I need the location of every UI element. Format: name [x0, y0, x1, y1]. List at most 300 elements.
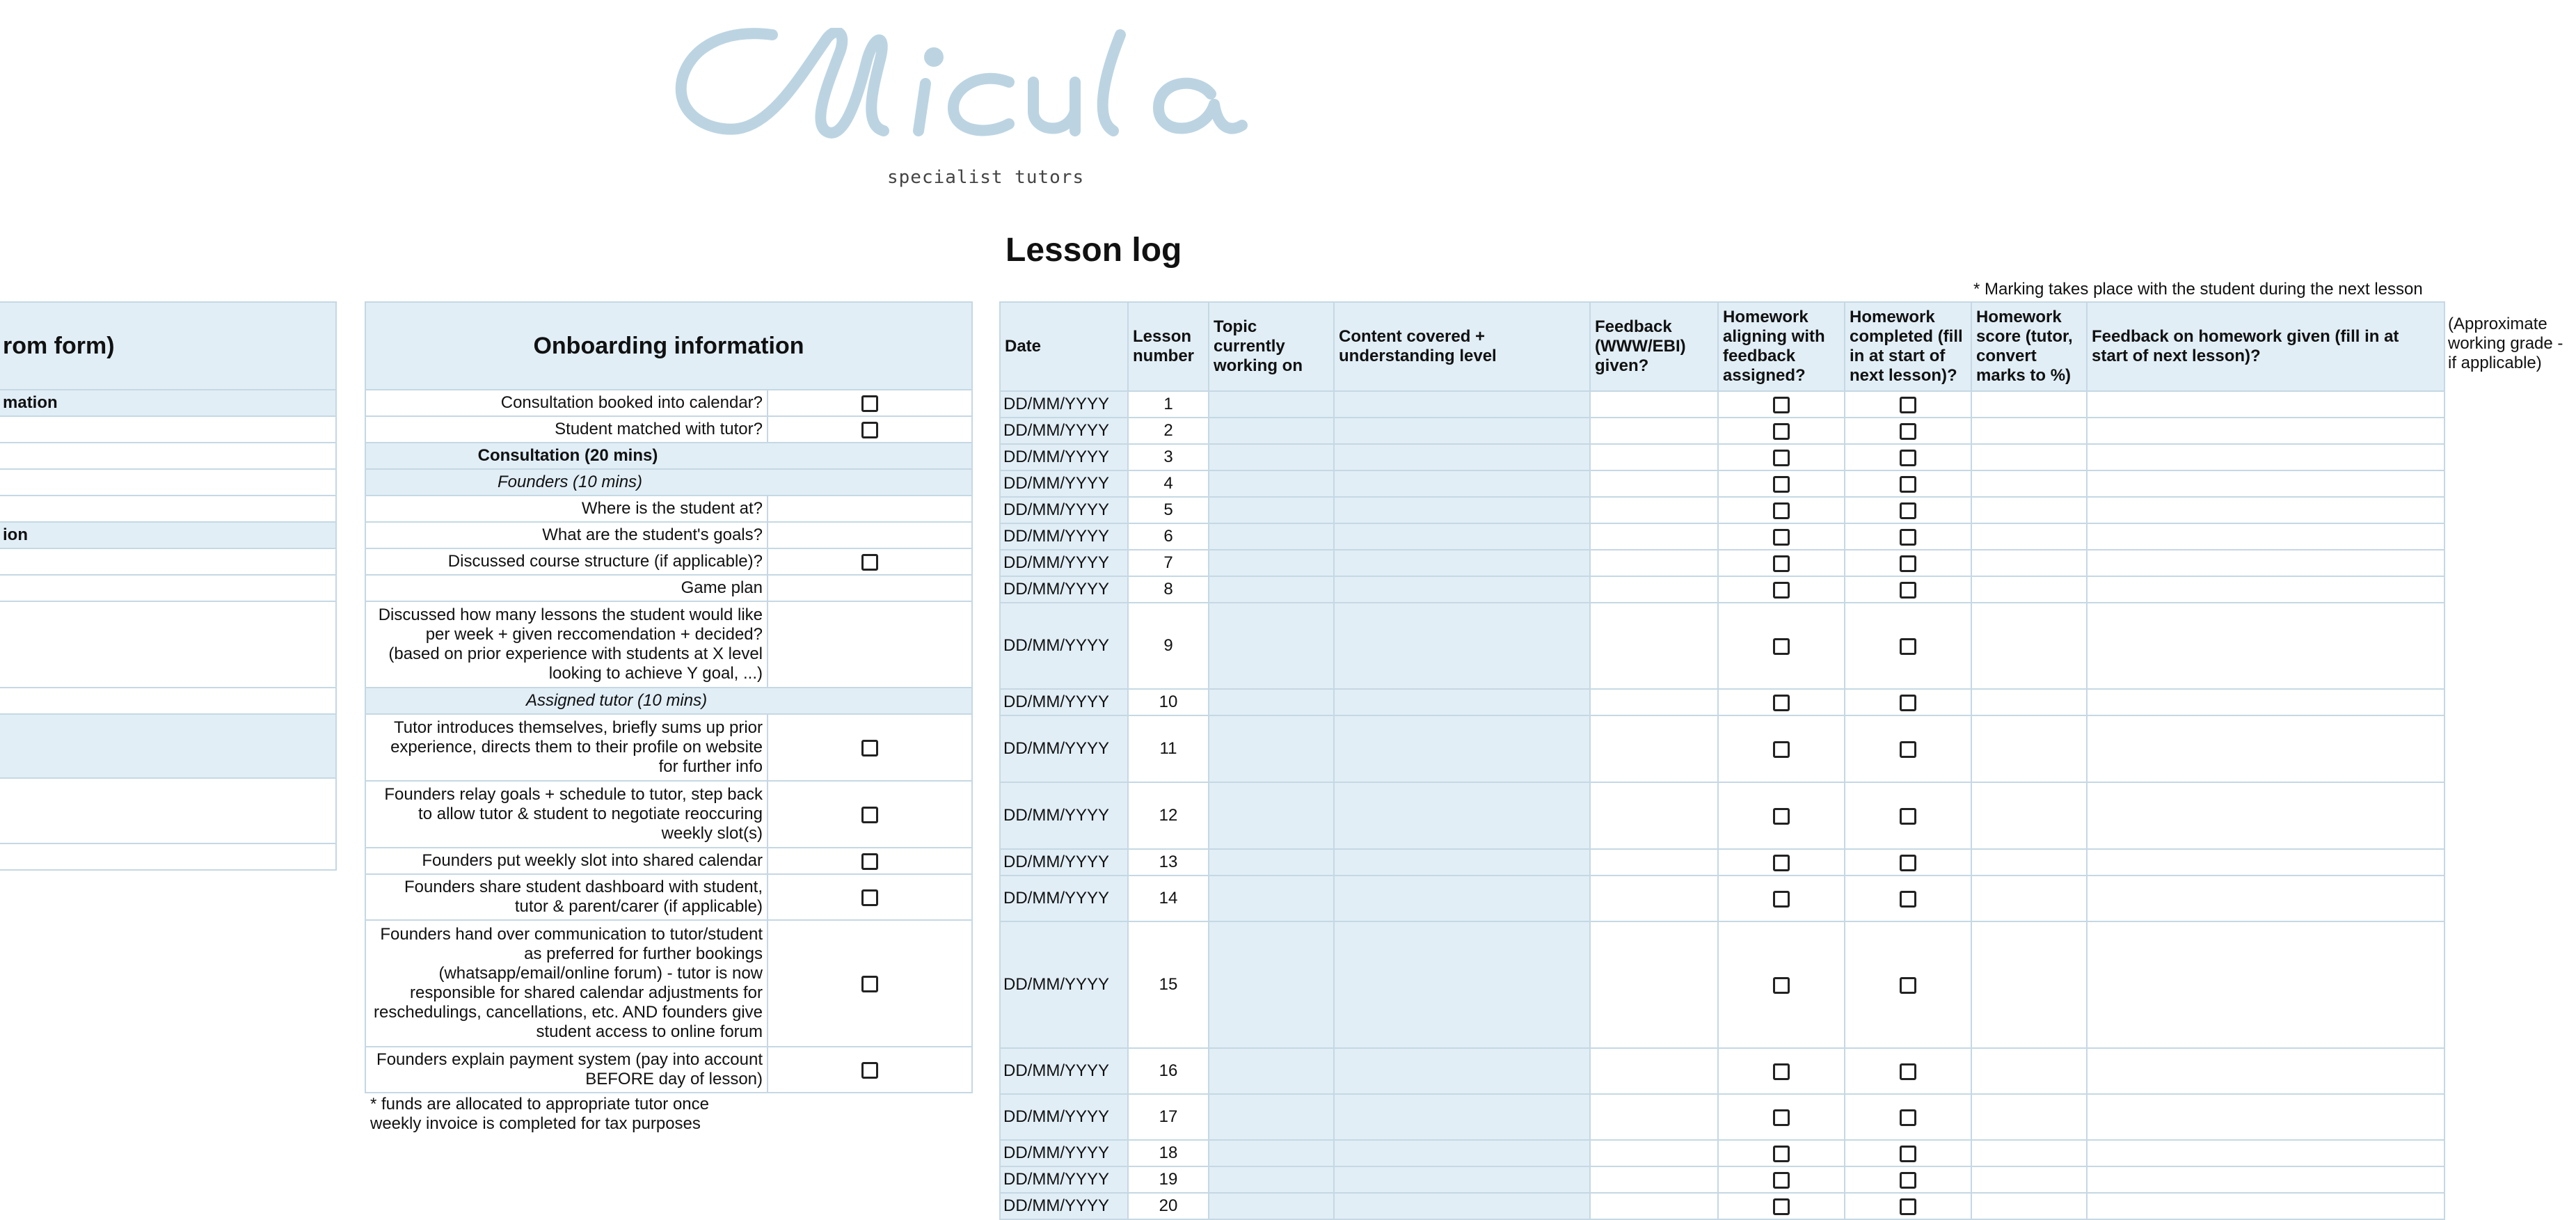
onboarding-label: Founders put weekly slot into shared calendar: [365, 848, 768, 874]
content-cell[interactable]: [1334, 550, 1590, 576]
homework-assigned-cell: [1718, 1140, 1845, 1166]
onboarding-label: Founders explain payment system (pay into account BEFORE day of lesson): [365, 1047, 768, 1093]
checkbox[interactable]: [1773, 638, 1790, 655]
onboarding-title: Onboarding information: [365, 302, 972, 390]
checkbox[interactable]: [1900, 891, 1916, 908]
topic-cell[interactable]: [1209, 444, 1334, 470]
homework-completed-cell: [1845, 849, 1971, 876]
topic-cell[interactable]: [1209, 782, 1334, 849]
lesson-number-cell: 8: [1128, 576, 1209, 603]
lesson-row: [1000, 497, 2444, 523]
checkbox[interactable]: [1900, 450, 1916, 466]
homework-completed-cell: [1845, 921, 1971, 1048]
homework-assigned-cell: [1718, 523, 1845, 550]
onboarding-label: Founders share student dashboard with student, tutor & parent/carer (if applicable): [365, 874, 768, 920]
logo: [661, 28, 1266, 195]
onboarding-label: Discussed course structure (if applicable)?: [365, 548, 768, 575]
date-cell[interactable]: DD/MM/YYYY: [1000, 876, 1128, 921]
checkbox[interactable]: [1773, 695, 1790, 711]
homework-completed-cell: [1845, 444, 1971, 470]
lesson-row: [1000, 603, 2444, 689]
onboarding-label: Student matched with tutor?: [365, 416, 768, 443]
homework-assigned-cell: [1718, 418, 1845, 444]
lesson-number-cell: 11: [1128, 715, 1209, 782]
lesson-row: [1000, 849, 2444, 876]
lesson-row: [1000, 1094, 2444, 1140]
checkbox[interactable]: [1900, 1109, 1916, 1126]
date-cell[interactable]: DD/MM/YYYY: [1000, 550, 1128, 576]
lesson-log-title: Lesson log: [1005, 232, 1182, 269]
checkbox[interactable]: [1773, 476, 1790, 493]
feedback-cell[interactable]: [1590, 1193, 1718, 1219]
topic-cell[interactable]: [1209, 470, 1334, 497]
checkbox[interactable]: [1900, 695, 1916, 711]
homework-feedback-cell[interactable]: [2087, 497, 2444, 523]
homework-completed-cell: [1845, 715, 1971, 782]
homework-score-cell[interactable]: [1971, 1048, 2087, 1094]
onboarding-label: Tutor introduces themselves, briefly sums up prior experience, directs them to their profile on website for further info: [365, 714, 768, 781]
content-cell[interactable]: [1334, 1166, 1590, 1193]
homework-completed-cell: [1845, 876, 1971, 921]
homework-score-cell[interactable]: [1971, 715, 2087, 782]
lesson-number-cell: 4: [1128, 470, 1209, 497]
student-info-cell[interactable]: [0, 416, 336, 443]
homework-feedback-cell[interactable]: [2087, 1048, 2444, 1094]
homework-completed-cell: [1845, 1048, 1971, 1094]
lesson-row: [1000, 1166, 2444, 1193]
student-info-cell[interactable]: [0, 548, 336, 575]
homework-feedback-cell[interactable]: [2087, 470, 2444, 497]
logo-wordmark-icon: [661, 28, 1266, 167]
homework-completed-cell: [1845, 418, 1971, 444]
checkbox[interactable]: [1773, 1198, 1790, 1215]
homework-assigned-cell: [1718, 550, 1845, 576]
checkbox[interactable]: [1900, 855, 1916, 871]
homework-feedback-cell[interactable]: [2087, 849, 2444, 876]
checkbox[interactable]: [1773, 582, 1790, 599]
checkbox[interactable]: [1900, 423, 1916, 440]
header-content: Content covered + understanding level: [1334, 302, 1590, 391]
homework-completed-cell: [1845, 497, 1971, 523]
checkbox[interactable]: [1900, 476, 1916, 493]
content-cell[interactable]: [1334, 576, 1590, 603]
homework-feedback-cell[interactable]: [2087, 523, 2444, 550]
content-cell[interactable]: [1334, 921, 1590, 1048]
date-cell[interactable]: DD/MM/YYYY: [1000, 576, 1128, 603]
homework-score-cell[interactable]: [1971, 849, 2087, 876]
feedback-cell[interactable]: [1590, 603, 1718, 689]
student-info-subheader: mation: [0, 390, 336, 416]
feedback-cell[interactable]: [1590, 1166, 1718, 1193]
date-cell[interactable]: DD/MM/YYYY: [1000, 689, 1128, 715]
homework-feedback-cell[interactable]: [2087, 1140, 2444, 1166]
checkbox[interactable]: [861, 395, 878, 412]
onboarding-section-assigned-tutor: Assigned tutor (10 mins): [365, 688, 972, 714]
homework-completed-cell: [1845, 470, 1971, 497]
content-cell[interactable]: [1334, 782, 1590, 849]
content-cell[interactable]: [1334, 391, 1590, 418]
student-info-cell[interactable]: [0, 496, 336, 522]
date-cell[interactable]: DD/MM/YYYY: [1000, 1166, 1128, 1193]
homework-score-cell[interactable]: [1971, 418, 2087, 444]
lesson-row: [1000, 444, 2444, 470]
checkbox[interactable]: [1773, 977, 1790, 994]
homework-feedback-cell[interactable]: [2087, 782, 2444, 849]
lesson-number-cell: 1: [1128, 391, 1209, 418]
checkbox[interactable]: [1773, 397, 1790, 413]
checkbox[interactable]: [861, 889, 878, 906]
topic-cell[interactable]: [1209, 921, 1334, 1048]
onboarding-answer-cell[interactable]: [768, 575, 972, 601]
topic-cell[interactable]: [1209, 1193, 1334, 1219]
homework-completed-cell: [1845, 391, 1971, 418]
homework-completed-cell: [1845, 603, 1971, 689]
homework-assigned-cell: [1718, 921, 1845, 1048]
student-info-cell[interactable]: [0, 443, 336, 469]
topic-cell[interactable]: [1209, 849, 1334, 876]
topic-cell[interactable]: [1209, 576, 1334, 603]
homework-completed-cell: [1845, 523, 1971, 550]
homework-assigned-cell: [1718, 576, 1845, 603]
onboarding-table: [365, 301, 973, 1093]
feedback-cell[interactable]: [1590, 782, 1718, 849]
checkbox[interactable]: [1900, 582, 1916, 599]
lesson-number-cell: 7: [1128, 550, 1209, 576]
feedback-cell[interactable]: [1590, 876, 1718, 921]
topic-cell[interactable]: [1209, 1094, 1334, 1140]
topic-cell[interactable]: [1209, 715, 1334, 782]
content-cell[interactable]: [1334, 715, 1590, 782]
feedback-cell[interactable]: [1590, 576, 1718, 603]
date-cell[interactable]: DD/MM/YYYY: [1000, 444, 1128, 470]
student-info-header: rom form): [0, 302, 336, 390]
content-cell[interactable]: [1334, 497, 1590, 523]
checkbox[interactable]: [1773, 450, 1790, 466]
onboarding-footnote: * funds are allocated to appropriate tutor once weekly invoice is completed for tax purposes: [370, 1095, 709, 1133]
homework-completed-cell: [1845, 782, 1971, 849]
lesson-number-cell: 9: [1128, 603, 1209, 689]
lesson-row: [1000, 921, 2444, 1048]
homework-score-cell[interactable]: [1971, 497, 2087, 523]
homework-score-cell[interactable]: [1971, 470, 2087, 497]
onboarding-label: Consultation booked into calendar?: [365, 390, 768, 416]
lesson-number-cell: 17: [1128, 1094, 1209, 1140]
checkbox[interactable]: [1773, 555, 1790, 572]
checkbox[interactable]: [1773, 502, 1790, 519]
header-topic: Topic currently working on: [1209, 302, 1334, 391]
homework-assigned-cell: [1718, 1193, 1845, 1219]
student-info-cell: [0, 714, 336, 778]
checkbox[interactable]: [861, 976, 878, 992]
homework-completed-cell: [1845, 1094, 1971, 1140]
homework-assigned-cell: [1718, 876, 1845, 921]
marking-note: * Marking takes place with the student during the next lesson: [1973, 280, 2423, 299]
checkbox[interactable]: [1900, 741, 1916, 758]
onboarding-label: Where is the student at?: [365, 496, 768, 522]
student-info-cell[interactable]: [0, 778, 336, 843]
topic-cell[interactable]: [1209, 550, 1334, 576]
feedback-cell[interactable]: [1590, 391, 1718, 418]
logo-tagline: specialist tutors: [887, 167, 1085, 188]
homework-completed-cell: [1845, 689, 1971, 715]
checkbox[interactable]: [1900, 1146, 1916, 1162]
checkbox[interactable]: [1900, 1172, 1916, 1189]
checkbox[interactable]: [1900, 555, 1916, 572]
topic-cell[interactable]: [1209, 418, 1334, 444]
header-lesson-number: Lesson number: [1128, 302, 1209, 391]
checkbox[interactable]: [1900, 977, 1916, 994]
checkbox[interactable]: [861, 807, 878, 823]
lesson-row: [1000, 550, 2444, 576]
feedback-cell[interactable]: [1590, 1048, 1718, 1094]
header-homework-score: Homework score (tutor, convert marks to %): [1971, 302, 2087, 391]
homework-score-cell[interactable]: [1971, 1166, 2087, 1193]
homework-score-cell[interactable]: [1971, 782, 2087, 849]
lesson-number-cell: 3: [1128, 444, 1209, 470]
homework-assigned-cell: [1718, 1094, 1845, 1140]
feedback-cell[interactable]: [1590, 849, 1718, 876]
student-info-table: [0, 301, 337, 871]
checkbox[interactable]: [861, 740, 878, 756]
homework-score-cell[interactable]: [1971, 1140, 2087, 1166]
homework-assigned-cell: [1718, 1048, 1845, 1094]
homework-completed-cell: [1845, 1193, 1971, 1219]
date-cell[interactable]: DD/MM/YYYY: [1000, 391, 1128, 418]
feedback-cell[interactable]: [1590, 550, 1718, 576]
lesson-row: [1000, 418, 2444, 444]
homework-feedback-cell[interactable]: [2087, 1094, 2444, 1140]
checkbox[interactable]: [861, 554, 878, 571]
homework-feedback-cell[interactable]: [2087, 391, 2444, 418]
lesson-number-cell: 20: [1128, 1193, 1209, 1219]
checkbox[interactable]: [861, 1062, 878, 1079]
checkbox[interactable]: [1900, 808, 1916, 825]
homework-feedback-cell[interactable]: [2087, 444, 2444, 470]
student-info-cell[interactable]: [0, 688, 336, 714]
homework-assigned-cell: [1718, 497, 1845, 523]
date-cell[interactable]: DD/MM/YYYY: [1000, 1140, 1128, 1166]
feedback-cell[interactable]: [1590, 1140, 1718, 1166]
lesson-row: [1000, 470, 2444, 497]
lesson-row: [1000, 1140, 2444, 1166]
date-cell[interactable]: DD/MM/YYYY: [1000, 921, 1128, 1048]
feedback-cell[interactable]: [1590, 444, 1718, 470]
checkbox[interactable]: [1900, 397, 1916, 413]
homework-assigned-cell: [1718, 689, 1845, 715]
homework-feedback-cell[interactable]: [2087, 715, 2444, 782]
lesson-number-cell: 15: [1128, 921, 1209, 1048]
date-cell[interactable]: DD/MM/YYYY: [1000, 1048, 1128, 1094]
homework-assigned-cell: [1718, 391, 1845, 418]
homework-feedback-cell[interactable]: [2087, 550, 2444, 576]
lesson-number-cell: 13: [1128, 849, 1209, 876]
topic-cell[interactable]: [1209, 1166, 1334, 1193]
homework-assigned-cell: [1718, 1166, 1845, 1193]
homework-completed-cell: [1845, 1140, 1971, 1166]
checkbox[interactable]: [1773, 1146, 1790, 1162]
homework-score-cell[interactable]: [1971, 391, 2087, 418]
topic-cell[interactable]: [1209, 1140, 1334, 1166]
homework-score-cell[interactable]: [1971, 1094, 2087, 1140]
topic-cell[interactable]: [1209, 523, 1334, 550]
student-info-subheader: ion: [0, 522, 336, 548]
date-cell[interactable]: DD/MM/YYYY: [1000, 470, 1128, 497]
date-cell[interactable]: DD/MM/YYYY: [1000, 497, 1128, 523]
student-info-cell[interactable]: [0, 575, 336, 601]
content-cell[interactable]: [1334, 1048, 1590, 1094]
homework-assigned-cell: [1718, 470, 1845, 497]
date-cell[interactable]: DD/MM/YYYY: [1000, 1094, 1128, 1140]
checkbox[interactable]: [1773, 529, 1790, 546]
homework-assigned-cell: [1718, 603, 1845, 689]
content-cell[interactable]: [1334, 418, 1590, 444]
onboarding-answer-cell[interactable]: [768, 601, 972, 688]
lesson-row: [1000, 782, 2444, 849]
date-cell[interactable]: DD/MM/YYYY: [1000, 418, 1128, 444]
homework-score-cell[interactable]: [1971, 689, 2087, 715]
homework-feedback-cell[interactable]: [2087, 418, 2444, 444]
homework-completed-cell: [1845, 576, 1971, 603]
onboarding-answer-cell[interactable]: [768, 522, 972, 548]
feedback-cell[interactable]: [1590, 418, 1718, 444]
onboarding-label: Founders relay goals + schedule to tutor, step back to allow tutor & student to negotiate reoccuring weekly slot(s): [365, 781, 768, 848]
feedback-cell[interactable]: [1590, 1094, 1718, 1140]
header-homework-completed: Homework completed (fill in at start of next lesson)?: [1845, 302, 1971, 391]
checkbox[interactable]: [861, 422, 878, 438]
checkbox[interactable]: [1773, 1109, 1790, 1126]
lesson-number-cell: 14: [1128, 876, 1209, 921]
checkbox[interactable]: [1900, 638, 1916, 655]
checkbox[interactable]: [1773, 741, 1790, 758]
content-cell[interactable]: [1334, 876, 1590, 921]
topic-cell[interactable]: [1209, 391, 1334, 418]
date-cell[interactable]: DD/MM/YYYY: [1000, 1193, 1128, 1219]
topic-cell[interactable]: [1209, 876, 1334, 921]
homework-assigned-cell: [1718, 782, 1845, 849]
onboarding-label: Founders hand over communication to tutor/student as preferred for further bookings (whatsapp/email/online forum) - tutor is now responsible for shared calendar adjustments for reschedulings, cancellations, etc. AND founders give student access to online forum: [365, 920, 768, 1047]
checkbox[interactable]: [1773, 1172, 1790, 1189]
lesson-number-cell: 2: [1128, 418, 1209, 444]
onboarding-section-consultation: Consultation (20 mins): [365, 443, 972, 469]
feedback-cell[interactable]: [1590, 689, 1718, 715]
lesson-row: [1000, 715, 2444, 782]
homework-completed-cell: [1845, 550, 1971, 576]
student-info-cell[interactable]: [0, 601, 336, 688]
feedback-cell[interactable]: [1590, 470, 1718, 497]
date-cell[interactable]: DD/MM/YYYY: [1000, 603, 1128, 689]
onboarding-label: Game plan: [365, 575, 768, 601]
lesson-number-cell: 5: [1128, 497, 1209, 523]
homework-score-cell[interactable]: [1971, 523, 2087, 550]
checkbox[interactable]: [1773, 855, 1790, 871]
date-cell[interactable]: DD/MM/YYYY: [1000, 849, 1128, 876]
homework-score-cell[interactable]: [1971, 876, 2087, 921]
content-cell[interactable]: [1334, 689, 1590, 715]
checkbox[interactable]: [1773, 1063, 1790, 1080]
header-feedback: Feedback (WWW/EBI) given?: [1590, 302, 1718, 391]
lesson-number-cell: 6: [1128, 523, 1209, 550]
content-cell[interactable]: [1334, 849, 1590, 876]
lesson-row: [1000, 1048, 2444, 1094]
homework-feedback-cell[interactable]: [2087, 921, 2444, 1048]
homework-score-cell[interactable]: [1971, 576, 2087, 603]
onboarding-label: What are the student's goals?: [365, 522, 768, 548]
homework-feedback-cell[interactable]: [2087, 576, 2444, 603]
lesson-row: [1000, 576, 2444, 603]
lesson-row: [1000, 1193, 2444, 1219]
header-homework-feedback: Feedback on homework given (fill in at start of next lesson)?: [2087, 302, 2444, 391]
homework-feedback-cell[interactable]: [2087, 689, 2444, 715]
content-cell[interactable]: [1334, 523, 1590, 550]
content-cell[interactable]: [1334, 1193, 1590, 1219]
onboarding-section-founders: Founders (10 mins): [365, 469, 972, 496]
topic-cell[interactable]: [1209, 603, 1334, 689]
lesson-log-table: [999, 301, 2445, 1220]
homework-score-cell[interactable]: [1971, 550, 2087, 576]
homework-feedback-cell[interactable]: [2087, 1193, 2444, 1219]
homework-score-cell[interactable]: [1971, 444, 2087, 470]
homework-score-cell[interactable]: [1971, 921, 2087, 1048]
feedback-cell[interactable]: [1590, 523, 1718, 550]
lesson-number-cell: 19: [1128, 1166, 1209, 1193]
checkbox[interactable]: [1900, 502, 1916, 519]
checkbox[interactable]: [1900, 1198, 1916, 1215]
approx-grade-note: (Approximate working grade - if applicable): [2448, 315, 2563, 372]
lesson-number-cell: 18: [1128, 1140, 1209, 1166]
checkbox[interactable]: [1773, 423, 1790, 440]
checkbox[interactable]: [1773, 808, 1790, 825]
topic-cell[interactable]: [1209, 689, 1334, 715]
checkbox[interactable]: [1900, 1063, 1916, 1080]
topic-cell[interactable]: [1209, 1048, 1334, 1094]
student-info-cell[interactable]: [0, 843, 336, 870]
content-cell[interactable]: [1334, 1094, 1590, 1140]
feedback-cell[interactable]: [1590, 715, 1718, 782]
homework-score-cell[interactable]: [1971, 603, 2087, 689]
homework-feedback-cell[interactable]: [2087, 603, 2444, 689]
checkbox[interactable]: [1773, 891, 1790, 908]
lesson-row: [1000, 689, 2444, 715]
content-cell[interactable]: [1334, 1140, 1590, 1166]
onboarding-label: Discussed how many lessons the student would like per week + given reccomendation + decided? (based on prior experience with students at X level looking to achieve Y goal, ...): [365, 601, 768, 688]
student-info-cell[interactable]: [0, 469, 336, 496]
homework-feedback-cell[interactable]: [2087, 1166, 2444, 1193]
date-cell[interactable]: DD/MM/YYYY: [1000, 523, 1128, 550]
lesson-row: [1000, 523, 2444, 550]
checkbox[interactable]: [861, 853, 878, 870]
homework-completed-cell: [1845, 1166, 1971, 1193]
checkbox[interactable]: [1900, 529, 1916, 546]
date-cell[interactable]: DD/MM/YYYY: [1000, 782, 1128, 849]
feedback-cell[interactable]: [1590, 921, 1718, 1048]
onboarding-answer-cell[interactable]: [768, 496, 972, 522]
feedback-cell[interactable]: [1590, 497, 1718, 523]
lesson-number-cell: 12: [1128, 782, 1209, 849]
content-cell[interactable]: [1334, 470, 1590, 497]
date-cell[interactable]: DD/MM/YYYY: [1000, 715, 1128, 782]
lesson-number-cell: 16: [1128, 1048, 1209, 1094]
homework-score-cell[interactable]: [1971, 1193, 2087, 1219]
header-date: Date: [1000, 302, 1128, 391]
lesson-row: [1000, 391, 2444, 418]
content-cell[interactable]: [1334, 444, 1590, 470]
homework-assigned-cell: [1718, 715, 1845, 782]
lesson-number-cell: 10: [1128, 689, 1209, 715]
homework-feedback-cell[interactable]: [2087, 876, 2444, 921]
header-homework-assigned: Homework aligning with feedback assigned?: [1718, 302, 1845, 391]
topic-cell[interactable]: [1209, 497, 1334, 523]
content-cell[interactable]: [1334, 603, 1590, 689]
